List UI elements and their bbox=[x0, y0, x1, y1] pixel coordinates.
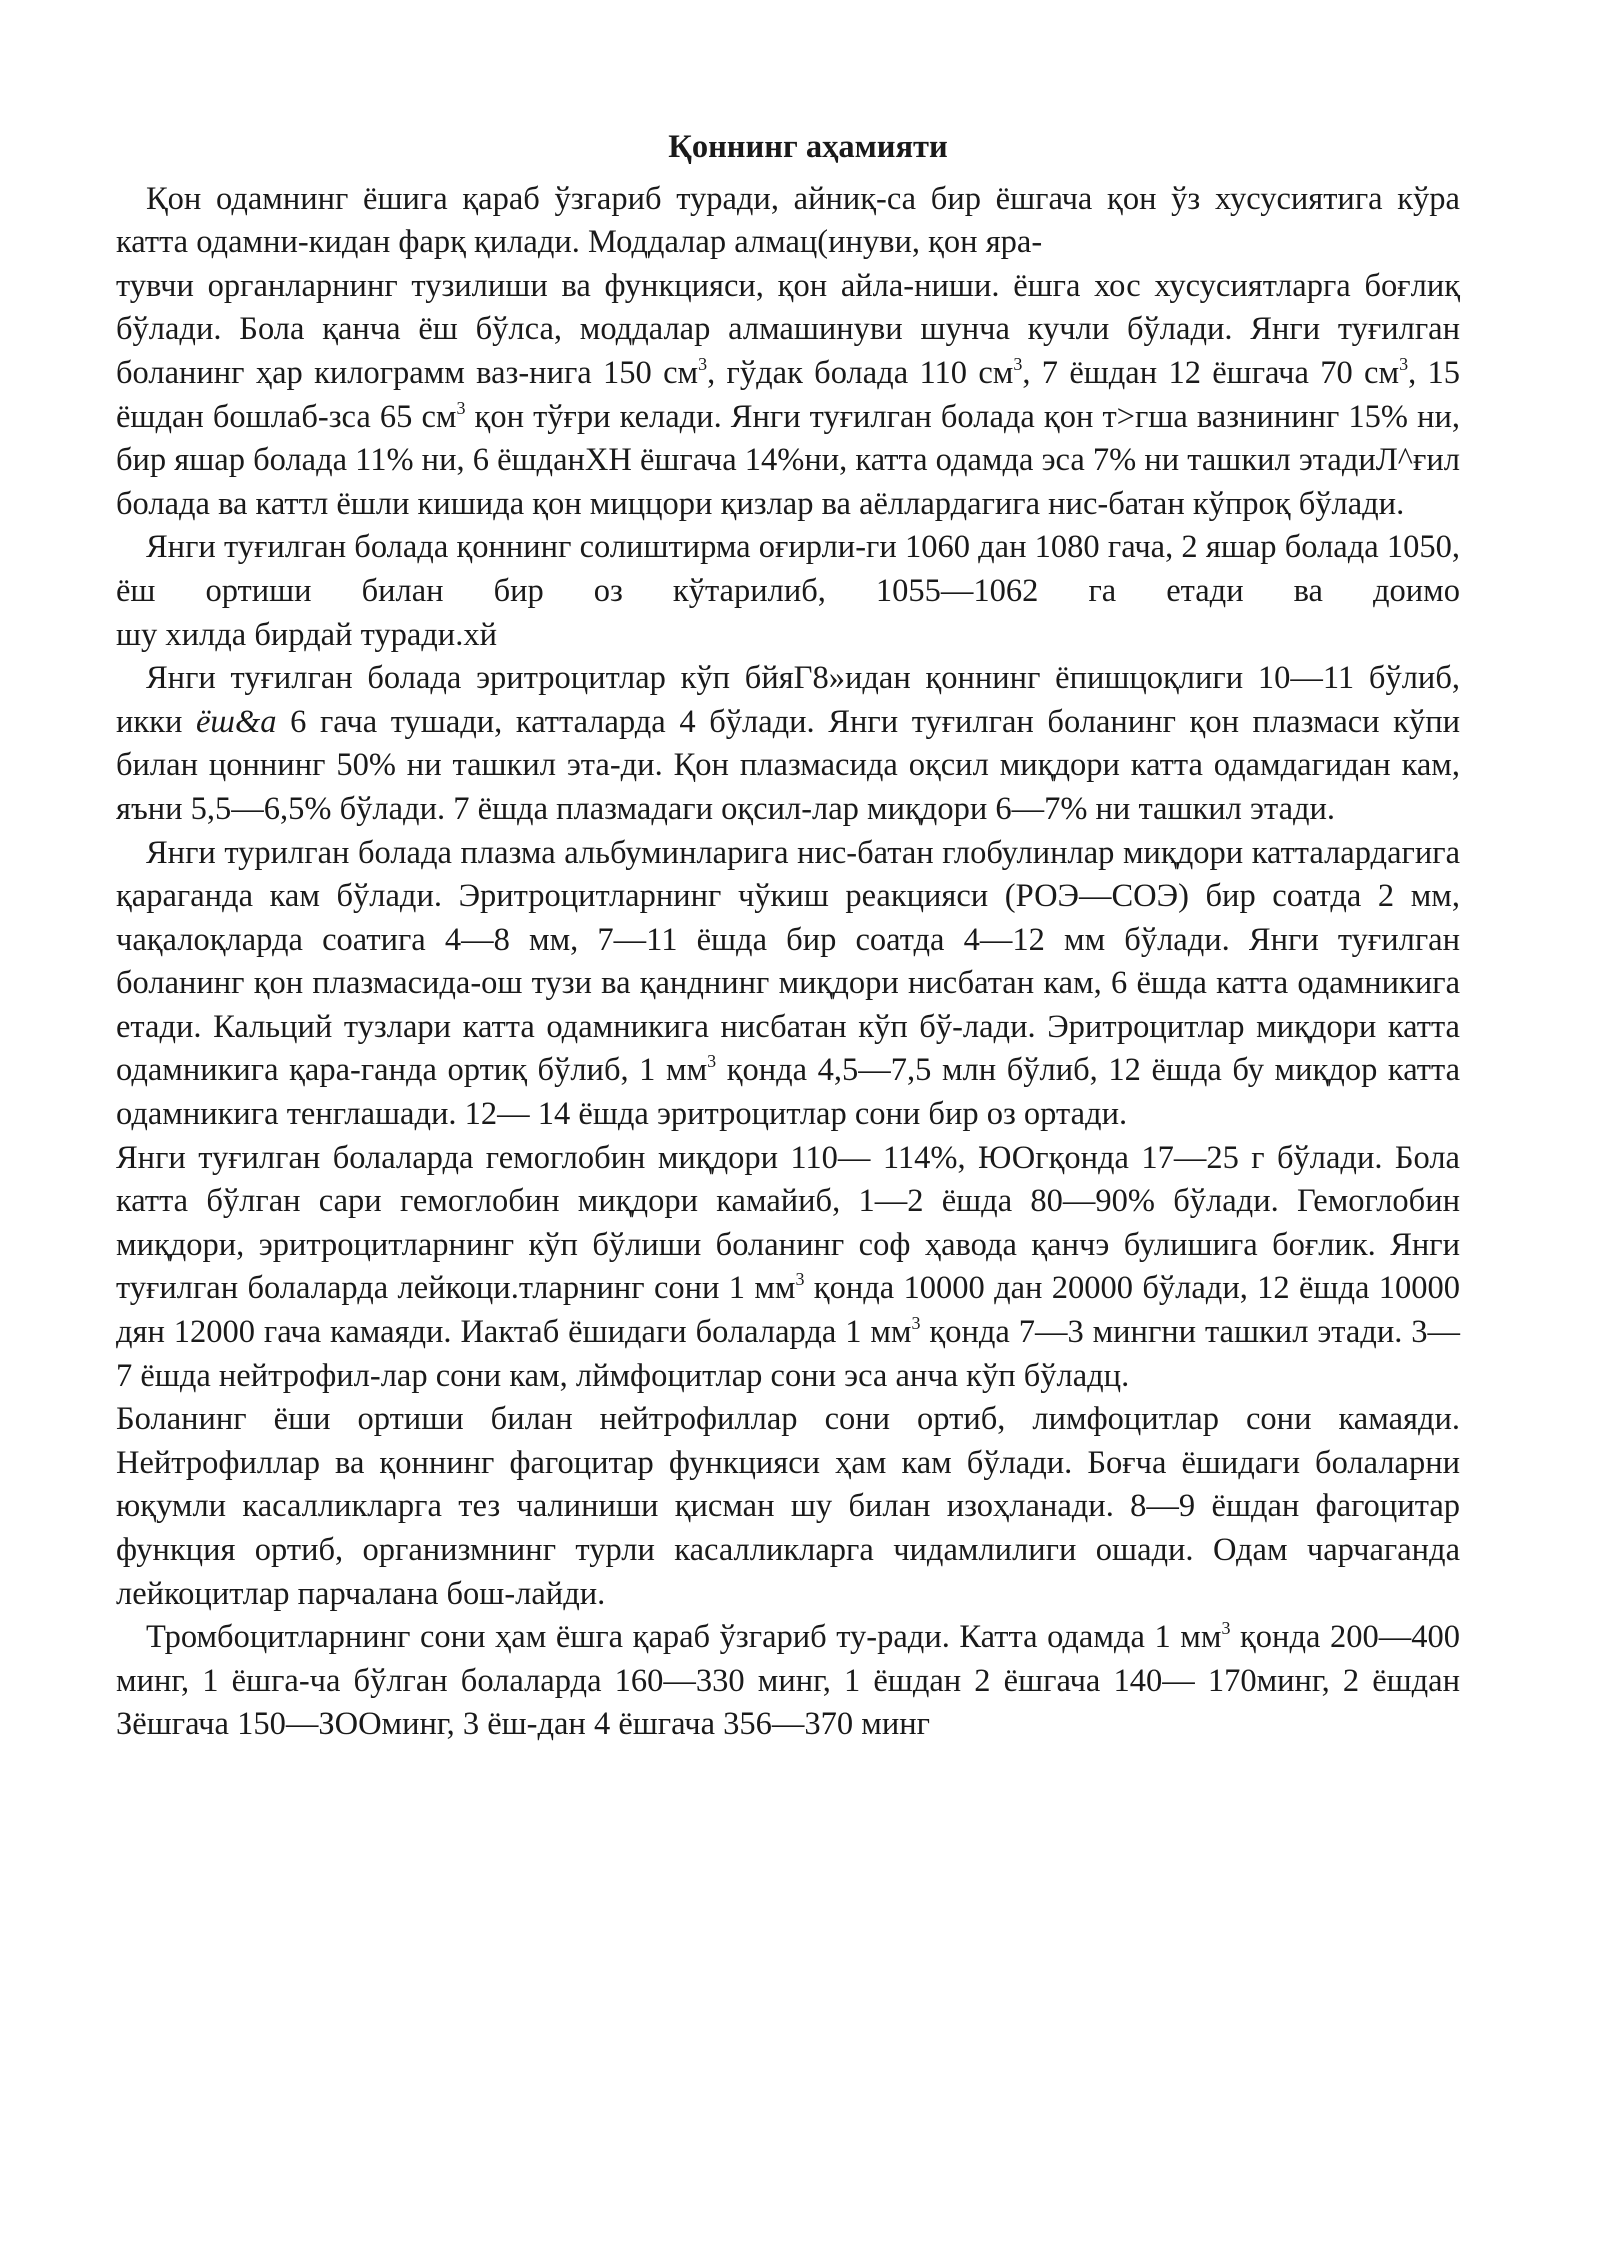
superscript-3: 3 bbox=[707, 1051, 717, 1072]
superscript-3: 3 bbox=[456, 397, 466, 418]
paragraph-1a: Қон одамнинг ёшига қараб ўзгариб туради, айниқ-са бир ёшгача қон ўз хусусиятига кўра катта одамни-кидан фарқ қилади. Моддалар алмац(инуви, қон яра- bbox=[116, 180, 1460, 261]
paragraph-2a: Янги туғилган болада қоннинг солиштирма оғирли-ги 1060 дан 1080 гача, 2 яшар болада 1050, ёш ортиши билан бир оз кўтарилиб, 1055—1062 га етади ва доимо bbox=[116, 529, 1460, 609]
superscript-3: 3 bbox=[1013, 353, 1023, 374]
paragraph-7: Тромбоцитларнинг сони ҳам ёшга қараб ўзгариб ту-ради. Катта одамда 1 $мм^3$ қонда 200—400 минг, 1 ёшга-ча бўлган болаларда 160—330 минг, 1 ёшдан 2 ёшгача 140— 170минг, 2 ёшдан Зёшгача 150—ЗООминг, 3 ёш-дан 4 ёшгача 356—370 минг bbox=[116, 1618, 1460, 1743]
paragraph-1b: тувчи органларнинг тузилиши ва функцияси, қон айла-ниши. ёшга хос хусусиятларга боғлиқ бўлади. Бола қанча ёш бўлса, моддалар алмашинуви шунча кучли бўлади. Янги туғилган боланинг ҳар килограмм ваз-нига 150 $см^3$, гўдак болада 110 $см^3$, 7 ёшдан 12 ёшгача 70 $см^3$, 15 ёшдан бошлаб-зса 65 $см^3$ қон тўғри келади. Янги туғилган болада қон т>гша вазнининг 15% ни, бир яшар болада 11% ни, 6 ёшданХН ёшгача 14%ни, катта одамда эса 7% ни ташкил этадиЛ^ғил болада ва каттл ёшли кишида қон миццори қизлар ва аёллардагига нис-батан кўпроқ бўлади. bbox=[116, 267, 1461, 522]
paragraph-2b: шу хилда бирдай туради.хй bbox=[116, 616, 497, 653]
paragraph-3: Янги туғилган болада эритроцитлар кўп бйяГ8»идан қоннинг ёпишцоқлиги 10—11 бўлиб, икки ёш&а 6 гача тушади, катталарда 4 бўлади. Янги туғилган боланинг қон плазмаси кўпи билан цоннинг 50% ни ташкил эта-ди. Қон плазмасида оқсил миқдори катта одамдагидан кам, яъни 5,5—6,5% бўлади. 7 ёшда плазмадаги оқсил-лар миқдори 6—7% ни ташкил этади. bbox=[116, 660, 1460, 827]
paragraph-4: Янги турилган болада плазма альбуминларига нис-батан глобулинлар миқдори катталардагига қараганда кам бўлади. Эритроцитларнинг чўкиш реакцияси (РОЭ—СОЭ) бир соатда 2 мм, чақалоқларда соатига 4—8 мм, 7—11 ёшда бир соатда 4—12 мм бўлади. Янги туғилган боланинг қон плазмасида-ош тузи ва қанднинг миқдори нисбатан кам, 6 ёшда катта одамникига етади. Кальций тузлари катта одамникига нисбатан кўп бў-лади. Эритроцитлар миқдори катта одамникига қара-ганда ортиқ бўлиб, 1 $мм^3$ қонда 4,5—7,5 млн бўлиб, 12 ёшда бу миқдор катта одамникига тенглашади. 12— 14 ёшда эритроцитлар сони бир оз ортади. bbox=[116, 834, 1461, 1133]
paragraph-6: Боланинг ёши ортиши билан нейтрофиллар сони ортиб, лимфоцитлар сони камаяди. Нейтрофиллар ва қоннинг фагоцитар функцияси ҳам кам бўлади. Боғча ёшидаги болаларни юқумли касалликларга тез чалиниши қисман шу билан изоҳланади. 8—9 ёшдан фагоцитар функция ортиб, организмнинг турли касалликларга чидамлилиги ошади. Одам чарчаганда лейкоцитлар парчалана бош-лайди. bbox=[116, 1401, 1460, 1612]
document-page bbox=[116, 126, 1460, 1747]
paragraph-5: Янги туғилган болаларда гемоглобин миқдори 110— 114%, ЮОгқонда 17—25 г бўлади. Бола катта бўлган сари гемоглобин миқдори камайиб, 1—2 ёшда 80—90% бўлади. Гемоглобин миқдори, эритроцитларнинг кўп бўлиши боланинг соф ҳавода қанчэ булишига боғлик. Янги туғилган болаларда лейкоци.тларнинг сони 1 $мм^3$ қонда 10000 дан 20000 бўлади, 12 ёшда 10000 дян 12000 гача камаяди. Иактаб ёшидаги болаларда 1 $мм^3$ қонда 7—3 мингни ташкил этади. 3—7 ёшда нейтрофил-лар сони кам, лймфоцитлар сони эса анча кўп бўладц. bbox=[116, 1139, 1460, 1394]
italic-fragment: ёш&а bbox=[195, 703, 277, 740]
superscript-3: 3 bbox=[1221, 1618, 1231, 1639]
superscript-3: 3 bbox=[1399, 353, 1409, 374]
page-title: Қоннинг аҳамияти bbox=[668, 129, 948, 165]
superscript-3: 3 bbox=[911, 1313, 921, 1334]
superscript-3: 3 bbox=[795, 1269, 805, 1290]
superscript-3: 3 bbox=[698, 353, 708, 374]
